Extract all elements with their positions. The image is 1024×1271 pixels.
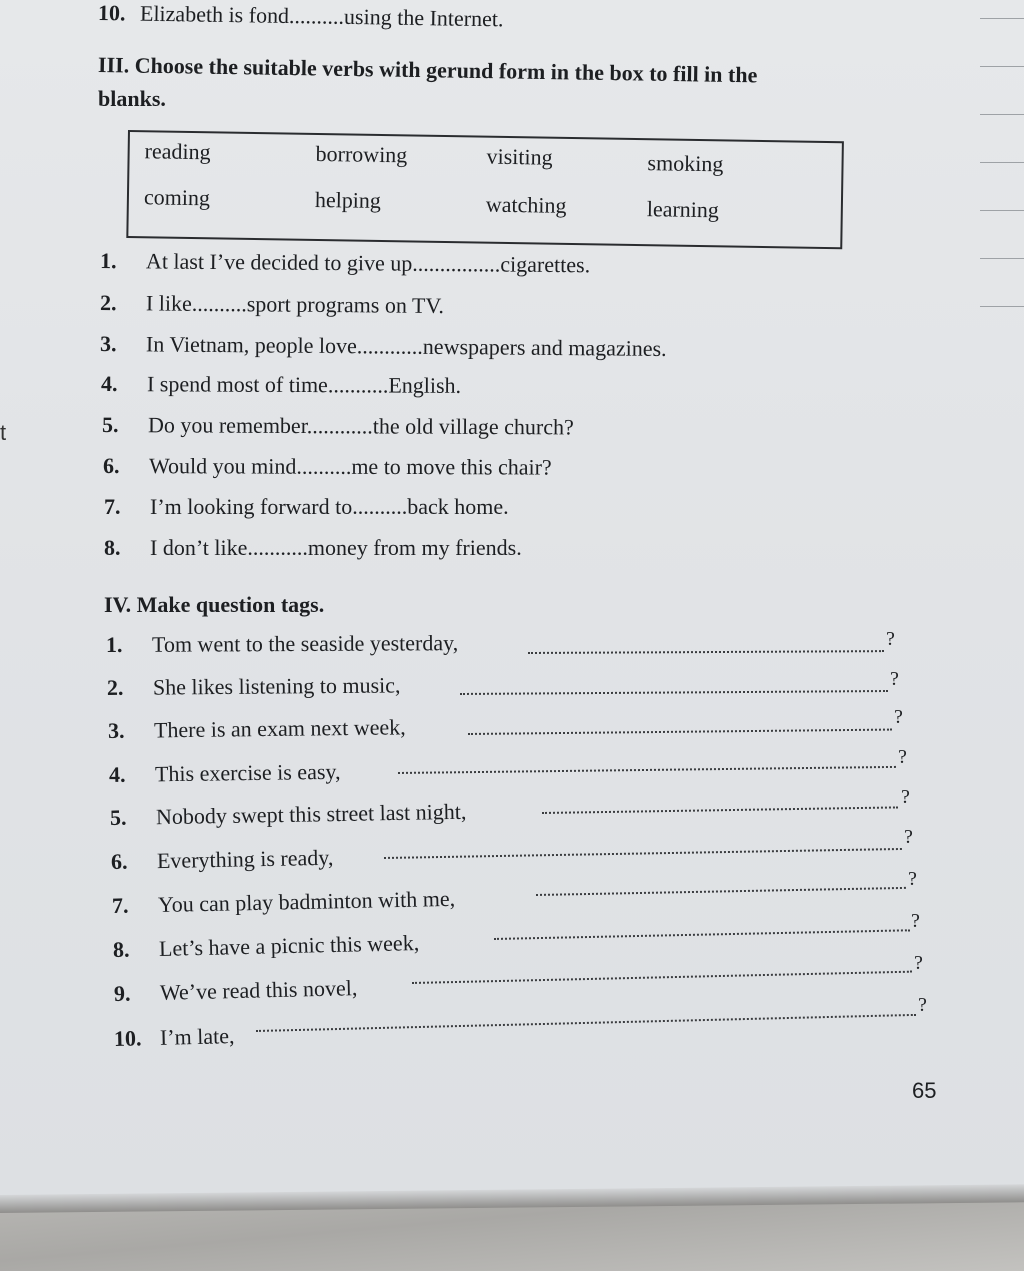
item-text: Would you mind..........me to move this chair? [148, 453, 552, 480]
item-number: 3. [107, 717, 125, 743]
margin-mark: t [0, 420, 7, 445]
item-number: 1. [99, 248, 117, 274]
item-text: This exercise is easy, [154, 758, 341, 787]
exercise-item [104, 535, 522, 561]
exercise-item [114, 1023, 235, 1052]
item-number: 2. [106, 674, 124, 700]
item-text: I don’t like...........money from my friends. [150, 535, 522, 560]
item-number: 8. [112, 936, 130, 962]
box-word: visiting [486, 143, 553, 170]
item-text: At last I’ve decided to give up................cigarettes. [145, 248, 591, 278]
item-number: 6. [110, 848, 128, 874]
question-mark: ? [914, 952, 923, 974]
item-text: We’ve read this novel, [159, 975, 358, 1005]
item-number: 7. [104, 494, 121, 519]
question-mark: ? [886, 628, 895, 650]
question-mark: ? [898, 746, 907, 768]
exercise-item [101, 371, 461, 399]
item-text: Tom went to the seaside yesterday, [151, 630, 459, 657]
section-heading-cont: blanks. [98, 86, 166, 111]
section-heading: IV. Make question tags. [104, 592, 325, 617]
exercise-item [103, 453, 552, 481]
margin-rule [980, 210, 1024, 211]
exercise-item [100, 248, 590, 278]
exercise-item [106, 630, 458, 658]
exercise-item [100, 290, 444, 319]
item-text: I’m late, [159, 1023, 235, 1050]
item-number: 8. [104, 535, 121, 560]
question-mark: ? [894, 706, 903, 728]
margin-rule [980, 18, 1024, 19]
item-number: 7. [111, 892, 129, 918]
item-number: 1. [105, 631, 123, 657]
item-text: She likes listening to music, [152, 672, 401, 700]
exercise-item [109, 759, 341, 788]
page-number: 65 [912, 1078, 937, 1103]
item-number: 4. [100, 371, 118, 397]
exercise-item [108, 714, 406, 744]
margin-rule [980, 114, 1024, 115]
margin-rule [980, 306, 1024, 307]
item-text: I like..........sport programs on TV. [145, 290, 445, 319]
exercise-item [100, 331, 667, 362]
item-number: 10. [97, 0, 126, 26]
box-word: learning [646, 196, 720, 223]
item-text: Everything is ready, [156, 844, 334, 874]
item-number: 6. [102, 453, 120, 479]
item-text: I spend most of time...........English. [146, 371, 462, 398]
item-text: In Vietnam, people love............newspapers and magazines. [145, 331, 667, 361]
item-number: 10. [113, 1025, 142, 1051]
question-mark: ? [904, 826, 913, 848]
question-mark: ? [911, 910, 920, 932]
question-mark: ? [890, 668, 899, 690]
item-number: 3. [99, 331, 117, 357]
box-word: borrowing [315, 140, 408, 168]
item-text: I’m looking forward to..........back home. [150, 494, 509, 519]
margin-rule [980, 66, 1024, 67]
exercise-item [104, 494, 509, 520]
item-text: Nobody swept this street last night, [155, 798, 467, 830]
item-number: 5. [109, 804, 127, 830]
box-word: helping [314, 186, 382, 213]
question-mark: ? [908, 868, 917, 890]
item-text: Let’s have a picnic this week, [158, 930, 420, 961]
box-word: reading [144, 138, 211, 165]
box-word: coming [143, 184, 211, 211]
word-box [126, 130, 844, 249]
item-text: Do you remember............the old village church? [147, 412, 574, 440]
section-heading: III. Choose the suitable verbs with gerund form in the box to fill in the [97, 52, 758, 88]
item-text: There is an exam next week, [153, 714, 406, 743]
question-mark: ? [918, 994, 927, 1016]
question-mark: ? [901, 786, 910, 808]
item-text: Elizabeth is fond..........using the Internet. [139, 0, 504, 32]
exercise-item [111, 845, 334, 875]
box-word: smoking [647, 150, 724, 177]
box-word: watching [485, 191, 567, 218]
margin-rule [980, 162, 1024, 163]
item-text: You can play badminton with me, [157, 885, 456, 918]
item-number: 5. [101, 412, 119, 438]
item-number: 9. [113, 980, 131, 1006]
item-number: 2. [99, 290, 117, 316]
exercise-item [102, 412, 574, 440]
margin-rule [980, 258, 1024, 259]
exercise-item [107, 672, 401, 701]
item-number: 4. [108, 761, 126, 787]
